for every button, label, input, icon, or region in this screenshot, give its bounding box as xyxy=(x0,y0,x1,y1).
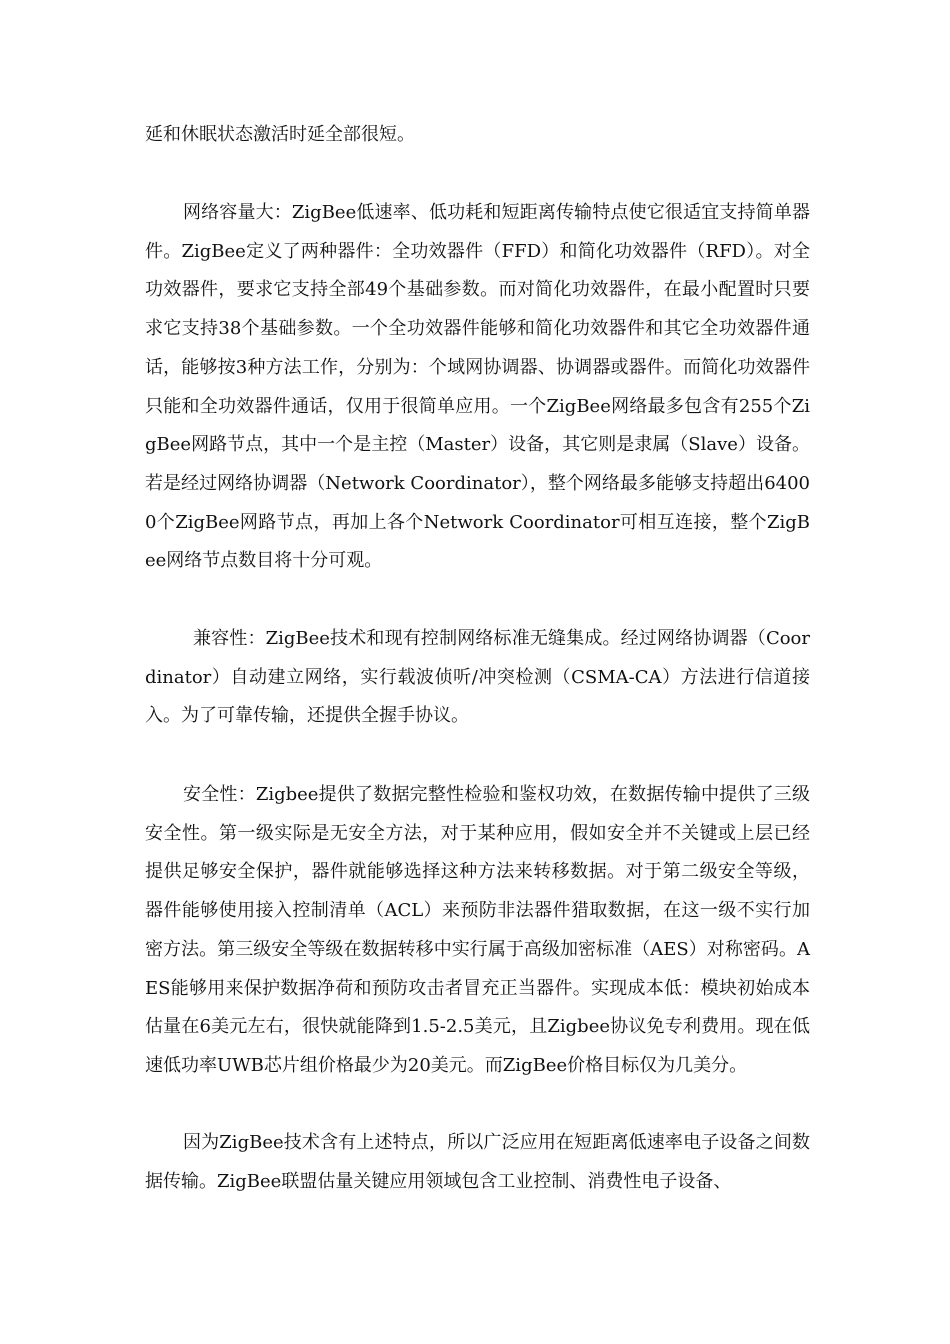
paragraph-latency-continuation: 延和休眠状态激活时延全部很短。 xyxy=(145,124,415,145)
paragraph-compatibility: 兼容性：ZigBee技术和现有控制网络标准无缝集成。经过网络协调器（Coordinator）自动建立网络，实行载波侦听/冲突检测（CSMA-CA）方法进行信道接入。为了可靠传输，还提供全握手协议。 xyxy=(145,628,810,727)
paragraph-security-and-cost: 安全性：Zigbee提供了数据完整性检验和鉴权功效，在数据传输中提供了三级安全性。第一级实际是无安全方法，对于某种应用，假如安全并不关键或上层已经提供足够安全保护，器件就能够选择这种方法来转移数据。对于第二级安全等级，器件能够使用接入控制清单（ACL）来预防非法器件猎取数据，在这一级不实行加密方法。第三级安全等级在数据转移中实行属于高级加密标准（AES）对称密码。AES能够用来保护数据净荷和预防攻击者冒充正当器件。实现成本低：模块初始成本估量在6美元左右，很快就能降到1.5-2.5美元，且Zigbee协议免专利费用。现在低速低功率UWB芯片组价格最少为20美元。而ZigBee价格目标仅为几美分。 xyxy=(145,784,810,1076)
paragraph-applications: 因为ZigBee技术含有上述特点，所以广泛应用在短距离低速率电子设备之间数据传输。ZigBee联盟估量关键应用领域包含工业控制、消费性电子设备、 xyxy=(145,1132,810,1192)
paragraph-network-capacity: 网络容量大：ZigBee低速率、低功耗和短距离传输特点使它很适宜支持简单器件。ZigBee定义了两种器件：全功效器件（FFD）和简化功效器件（RFD）。对全功效器件，要求它支持全部49个基础参数。而对简化功效器件，在最小配置时只要求它支持38个基础参数。一个全功效器件能够和简化功效器件和其它全功效器件通话，能够按3种方法工作，分别为：个域网协调器、协调器或器件。而简化功效器件只能和全功效器件通话，仅用于很简单应用。一个ZigBee网络最多包含有255个ZigBee网路节点，其中一个是主控（Master）设备，其它则是隶属（Slave）设备。若是经过网络协调器（Network Coordinator），整个网络最多能够支持超出64000个ZigBee网路节点，再加上各个Network Coordinator可相互连接，整个ZigBee网络节点数目将十分可观。 xyxy=(145,202,810,572)
